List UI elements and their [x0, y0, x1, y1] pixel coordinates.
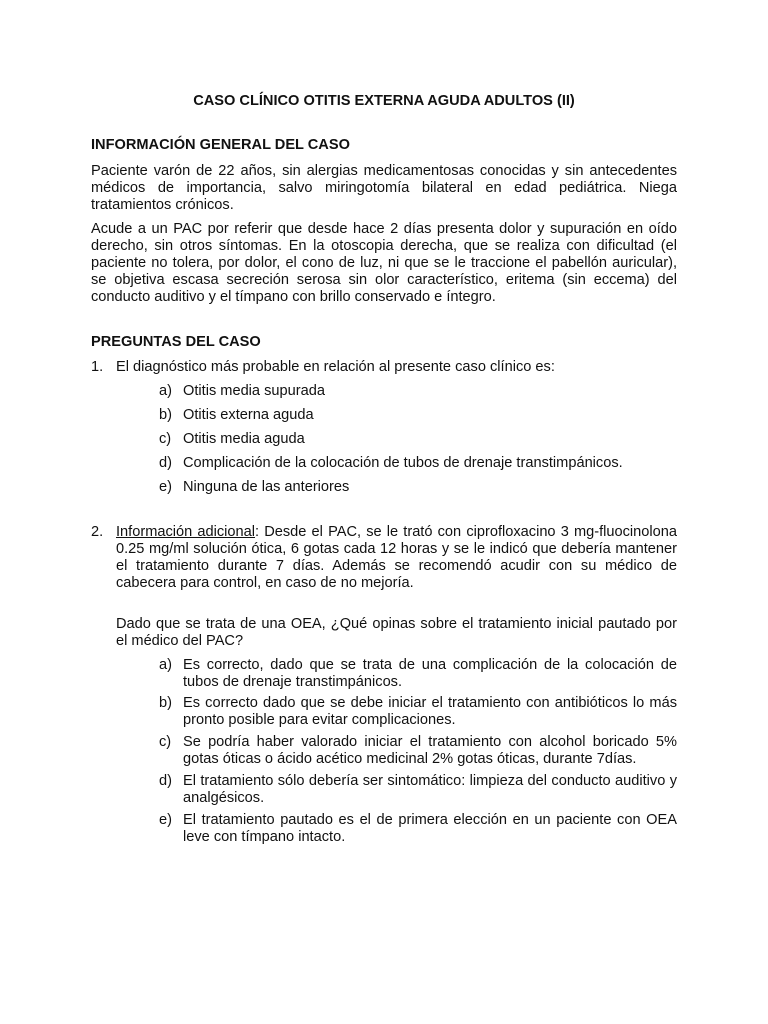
- option-text: Se podría haber valorado iniciar el tratamiento con alcohol boricado 5% gotas óticas o ácido acético medicinal 2% gotas óticas, durante 7días.: [183, 734, 677, 767]
- document-title: CASO CLÍNICO OTITIS EXTERNA AGUDA ADULTOS (II): [193, 93, 575, 109]
- questions-section: [91, 334, 677, 351]
- questions-heading: PREGUNTAS DEL CASO: [91, 334, 261, 350]
- q2-option-e: [159, 812, 677, 846]
- option-text: Otitis externa aguda: [183, 407, 314, 423]
- option-letter: a): [159, 657, 172, 673]
- option-text: Otitis media aguda: [183, 431, 305, 447]
- presentation-text: Acude a un PAC por referir que desde hace 2 días presenta dolor y supuración en oído derecho, sin otros síntomas. En la otoscopia derecha, que se realiza con dificultad (el paciente no tolera, por dolor, el cono de luz, ni que se le traccione el pabellón auricular), se objetiva escasa secreción serosa sin olor característico, eritema (sin eccema) del conducto auditivo y el tímpano con brillo conservado e íntegro.: [91, 221, 677, 305]
- q2-option-b: [159, 695, 677, 729]
- question-additional-info: [116, 524, 677, 592]
- general-info-heading: INFORMACIÓN GENERAL DEL CASO: [91, 137, 350, 153]
- question-2-prompt: [91, 616, 677, 650]
- q2-option-c: [159, 734, 677, 768]
- option-text: Es correcto, dado que se trata de una complicación de la colocación de tubos de drenaje transtimpánicos.: [183, 657, 677, 690]
- option-letter: a): [159, 383, 172, 399]
- q1-option-e: [159, 479, 677, 496]
- option-text: Otitis media supurada: [183, 383, 325, 399]
- q1-option-b: [159, 407, 677, 424]
- option-text: El tratamiento pautado es el de primera elección en un paciente con OEA leve con tímpano intacto.: [183, 812, 677, 845]
- option-letter: b): [159, 695, 172, 711]
- q1-option-a: [159, 383, 677, 400]
- question-text: El diagnóstico más probable en relación al presente caso clínico es:: [116, 359, 555, 375]
- general-info-paragraph-2: [91, 221, 677, 306]
- option-letter: c): [159, 734, 172, 750]
- patient-history-text: Paciente varón de 22 años, sin alergias medicamentosas conocidas y sin antecedentes médicos de importancia, salvo miringotomía bilateral en edad pediátrica. Niega tratamientos crónicos.: [91, 163, 677, 213]
- option-text: Complicación de la colocación de tubos de drenaje transtimpánicos.: [183, 455, 623, 471]
- q1-option-d: [159, 455, 677, 472]
- option-letter: d): [159, 773, 172, 789]
- additional-info-text: : Desde el PAC, se le trató con ciprofloxacino 3 mg-fluocinolona 0.25 mg/ml solución ótica, 6 gotas cada 12 horas y se le indicó que debería mantener el tratamiento durante 7 días. Además se recomendó acudir con su médico de cabecera para control, en caso de no mejoría.: [116, 524, 677, 591]
- general-info-paragraph-1: [91, 163, 677, 214]
- option-letter: b): [159, 407, 172, 423]
- question-text: Dado que se trata de una OEA, ¿Qué opinas sobre el tratamiento inicial pautado por el médico del PAC?: [116, 616, 677, 649]
- question-1: [91, 359, 677, 376]
- question-2: [91, 524, 677, 592]
- question-number: 1.: [91, 359, 104, 375]
- additional-info-label: Información adicional: [116, 524, 256, 540]
- q2-option-d: [159, 773, 677, 807]
- option-letter: e): [159, 812, 172, 828]
- option-text: Es correcto dado que se debe iniciar el tratamiento con antibióticos lo más pronto posible para evitar complicaciones.: [183, 695, 677, 728]
- question-number: 2.: [91, 524, 104, 540]
- q2-option-a: [159, 657, 677, 691]
- option-letter: c): [159, 431, 172, 447]
- option-letter: d): [159, 455, 172, 471]
- option-letter: e): [159, 479, 172, 495]
- q1-option-c: [159, 431, 677, 448]
- general-info-section: [91, 137, 677, 154]
- option-text: Ninguna de las anteriores: [183, 479, 350, 495]
- option-text: El tratamiento sólo debería ser sintomático: limpieza del conducto auditivo y analgésicos.: [183, 773, 677, 806]
